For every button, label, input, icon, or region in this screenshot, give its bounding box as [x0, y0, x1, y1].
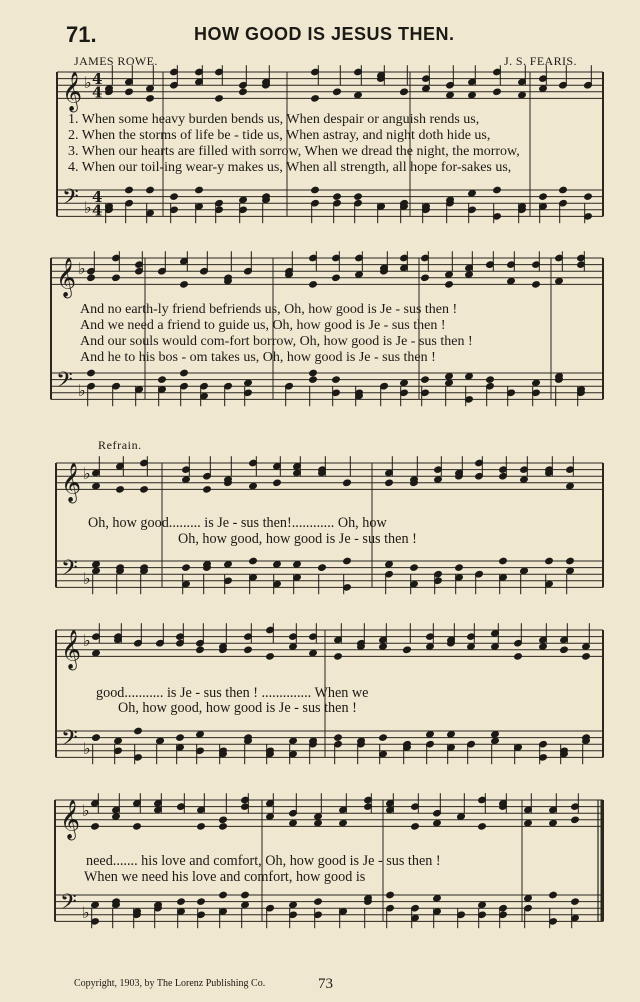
staff-lines [51, 72, 603, 921]
note-head [426, 731, 435, 739]
note-head [92, 649, 101, 657]
flat-key-signature: ♭ [83, 464, 91, 484]
note-head [332, 274, 341, 282]
note-head [309, 281, 318, 289]
note-head [385, 479, 394, 487]
note-head [514, 653, 523, 661]
note-head [170, 193, 179, 201]
note-head [176, 734, 185, 742]
note-head [273, 561, 282, 569]
note-head [241, 901, 250, 909]
bass-clef: 𝄢 [62, 185, 79, 216]
bass-clef: 𝄢 [61, 726, 78, 757]
note-head [379, 734, 388, 742]
note-head [539, 193, 548, 201]
note-head [134, 727, 143, 735]
treble-clef: 𝄞 [61, 462, 82, 503]
note-head [584, 193, 593, 201]
note-head [146, 85, 155, 93]
note-head [219, 891, 228, 899]
note-head [478, 901, 487, 909]
note-head [571, 816, 580, 824]
refrain-lyric-3b: Oh, how good, how good is Je - sus then ! [178, 531, 417, 547]
note-head [421, 274, 430, 282]
note-head [445, 271, 454, 279]
note-head [343, 557, 352, 565]
note-head [539, 643, 548, 651]
note-head [486, 376, 495, 384]
page-number: 73 [318, 976, 333, 992]
note-head [112, 274, 121, 282]
time-signature: 4 [92, 83, 103, 102]
note-head [311, 186, 320, 194]
barlines [51, 72, 603, 921]
note-head [215, 95, 224, 103]
note-head [309, 369, 318, 377]
note-head [343, 479, 352, 487]
note-head [422, 85, 431, 93]
note-head [447, 731, 456, 739]
note-head [91, 901, 100, 909]
treble-clef: 𝄞 [61, 629, 82, 670]
refrain-lyric-5a: need....... his love and comfort, Oh, how good is Je - sus then ! [86, 853, 441, 869]
note-head [87, 274, 96, 282]
note-head [125, 186, 134, 194]
note-head [146, 95, 155, 103]
lyricist-credit: JAMES ROWE. [74, 54, 158, 68]
note-head [197, 823, 206, 831]
note-head [518, 91, 527, 99]
note-head [334, 734, 343, 742]
note-head [249, 557, 258, 565]
note-head [177, 898, 186, 906]
refrain-label: Refrain. [98, 438, 142, 452]
note-head [92, 734, 101, 742]
note-head [314, 898, 323, 906]
note-head [421, 376, 430, 384]
flat-key-signature: ♭ [83, 738, 91, 758]
note-head [339, 819, 348, 827]
time-signature: 4 [92, 70, 103, 89]
note-head [566, 567, 575, 575]
note-head [549, 891, 558, 899]
note-head [114, 737, 123, 745]
note-head [180, 281, 189, 289]
note-head [403, 646, 412, 654]
note-head [309, 376, 318, 384]
note-head [219, 823, 228, 831]
verse-line-6: And we need a friend to guide us, Oh, how good is Je - sus then ! [80, 318, 446, 333]
note-head [334, 653, 343, 661]
note-head [314, 819, 323, 827]
note-head [293, 561, 302, 569]
note-head [566, 482, 575, 490]
note-head [379, 643, 388, 651]
note-head [196, 646, 205, 654]
note-head [457, 813, 466, 821]
note-head [555, 277, 564, 285]
note-head [333, 88, 342, 96]
note-head [92, 567, 101, 575]
note-head [332, 376, 341, 384]
time-signature: 4 [92, 201, 103, 220]
note-head [289, 643, 298, 651]
note-head [182, 476, 191, 484]
note-head [289, 819, 298, 827]
flat-key-signature: ♭ [78, 259, 86, 279]
note-head [318, 564, 327, 572]
note-head [239, 88, 248, 96]
treble-clef: 𝄞 [56, 257, 77, 298]
time-signature: 4 [92, 188, 103, 207]
note-head [333, 193, 342, 201]
note-head [140, 486, 149, 494]
note-head [92, 561, 101, 569]
note-head [410, 564, 419, 572]
refrain-lyric-4a: good........... is Je - sus then ! .............. When we [96, 685, 369, 701]
note-head [224, 561, 233, 569]
note-head [434, 476, 443, 484]
note-head [491, 731, 500, 739]
note-head [244, 379, 253, 387]
note-head [433, 819, 442, 827]
note-head [158, 376, 167, 384]
note-head [311, 95, 320, 103]
note-head [195, 186, 204, 194]
note-head [219, 816, 228, 824]
note-head [125, 88, 134, 96]
note-head [385, 561, 394, 569]
note-head [244, 646, 253, 654]
note-head [196, 731, 205, 739]
note-head [559, 186, 568, 194]
note-head [203, 486, 212, 494]
verse-line-2: 2. When the storms of life be - tide us, When astray, and night doth hide us, [68, 128, 491, 143]
note-head [445, 373, 454, 381]
note-head [446, 91, 455, 99]
note-head [133, 823, 142, 831]
note-head [499, 557, 508, 565]
bass-clef: 𝄢 [56, 368, 73, 399]
verse-line-7: And our souls would com-fort borrow, Oh, how good is Je - sus then ! [80, 334, 473, 349]
note-head [355, 271, 364, 279]
note-head [445, 281, 454, 289]
note-head [266, 813, 275, 821]
note-head [493, 186, 502, 194]
bass-clef: 𝄢 [61, 556, 78, 587]
note-head [92, 482, 101, 490]
note-head [289, 901, 298, 909]
note-head [532, 379, 541, 387]
refrain-lyric-3a: Oh, how good......... is Je - sus then!............ Oh, how [88, 515, 387, 531]
note-head [180, 369, 189, 377]
note-head [445, 379, 454, 387]
note-head [465, 373, 474, 381]
note-head [400, 88, 409, 96]
note-head [112, 813, 121, 821]
flat-key-signature: ♭ [78, 380, 86, 400]
note-head [532, 281, 541, 289]
treble-clef: 𝄞 [62, 71, 83, 112]
note-head [197, 898, 206, 906]
note-head [549, 819, 558, 827]
hymn-title: HOW GOOD IS JESUS THEN. [194, 24, 455, 44]
note-head [146, 186, 155, 194]
note-head [524, 819, 533, 827]
note-head [426, 643, 435, 651]
note-head [273, 479, 282, 487]
note-head [566, 557, 575, 565]
note-head [354, 193, 363, 201]
note-head [571, 898, 580, 906]
flat-key-signature: ♭ [84, 73, 92, 93]
note-head [520, 567, 529, 575]
refrain-lyric-5b: When we need his love and comfort, how good is [84, 869, 366, 885]
note-head [400, 379, 409, 387]
note-head [411, 823, 420, 831]
verse-line-5: And no earth-ly friend befriends us, Oh, how good is Je - sus then ! [80, 302, 458, 317]
note-head [520, 476, 529, 484]
note-head [386, 891, 395, 899]
verse-line-8: And he to his bos - om takes us, Oh, how good is Je - sus then ! [80, 350, 436, 365]
flat-key-signature: ♭ [83, 568, 91, 588]
note-head [116, 486, 125, 494]
hymn-number: 71. [66, 22, 97, 47]
note-head [433, 895, 442, 903]
note-head [465, 271, 474, 279]
flat-key-signature: ♭ [83, 631, 91, 651]
note-head [478, 823, 487, 831]
note-head [560, 646, 569, 654]
note-head [545, 557, 554, 565]
note-head [91, 823, 100, 831]
note-head [507, 277, 516, 285]
note-head [468, 91, 477, 99]
note-head [241, 891, 250, 899]
verse-line-3: 3. When our hearts are filled with sorrow, When we dread the night, the morrow, [68, 144, 520, 159]
flat-key-signature: ♭ [84, 197, 92, 217]
refrain-lyric-4b: Oh, how good, how good is Je - sus then ! [118, 700, 357, 716]
note-head [467, 643, 476, 651]
verse-line-4: 4. When our toil-ing wear-y makes us, When all strength, all hope for-sakes us, [68, 160, 512, 175]
note-head [493, 88, 502, 96]
note-head [87, 369, 96, 377]
note-head [266, 653, 275, 661]
bass-clef: 𝄢 [60, 890, 77, 921]
note-head [582, 653, 591, 661]
note-head [354, 91, 363, 99]
note-head [249, 482, 258, 490]
note-head [582, 643, 591, 651]
flat-key-signature: ♭ [82, 902, 90, 922]
note-head [182, 564, 191, 572]
note-head [539, 85, 548, 93]
verse-line-1: 1. When some heavy burden bends us, When despair or anguish rends us, [68, 112, 480, 127]
note-head [156, 737, 165, 745]
copyright-notice: Copyright, 1903, by The Lorenz Publishing Co. [74, 978, 266, 989]
note-head [455, 564, 464, 572]
flat-key-signature: ♭ [82, 801, 90, 821]
composer-credit: J. S. FEARIS. [504, 54, 577, 68]
note-head [314, 813, 323, 821]
note-head [239, 196, 248, 204]
note-head [491, 737, 500, 745]
note-head [289, 737, 298, 745]
note-head [309, 649, 318, 657]
note-head [491, 643, 500, 651]
note-head [468, 190, 477, 198]
treble-clef: 𝄞 [60, 799, 81, 840]
clefs [56, 70, 102, 922]
note-head [524, 895, 533, 903]
